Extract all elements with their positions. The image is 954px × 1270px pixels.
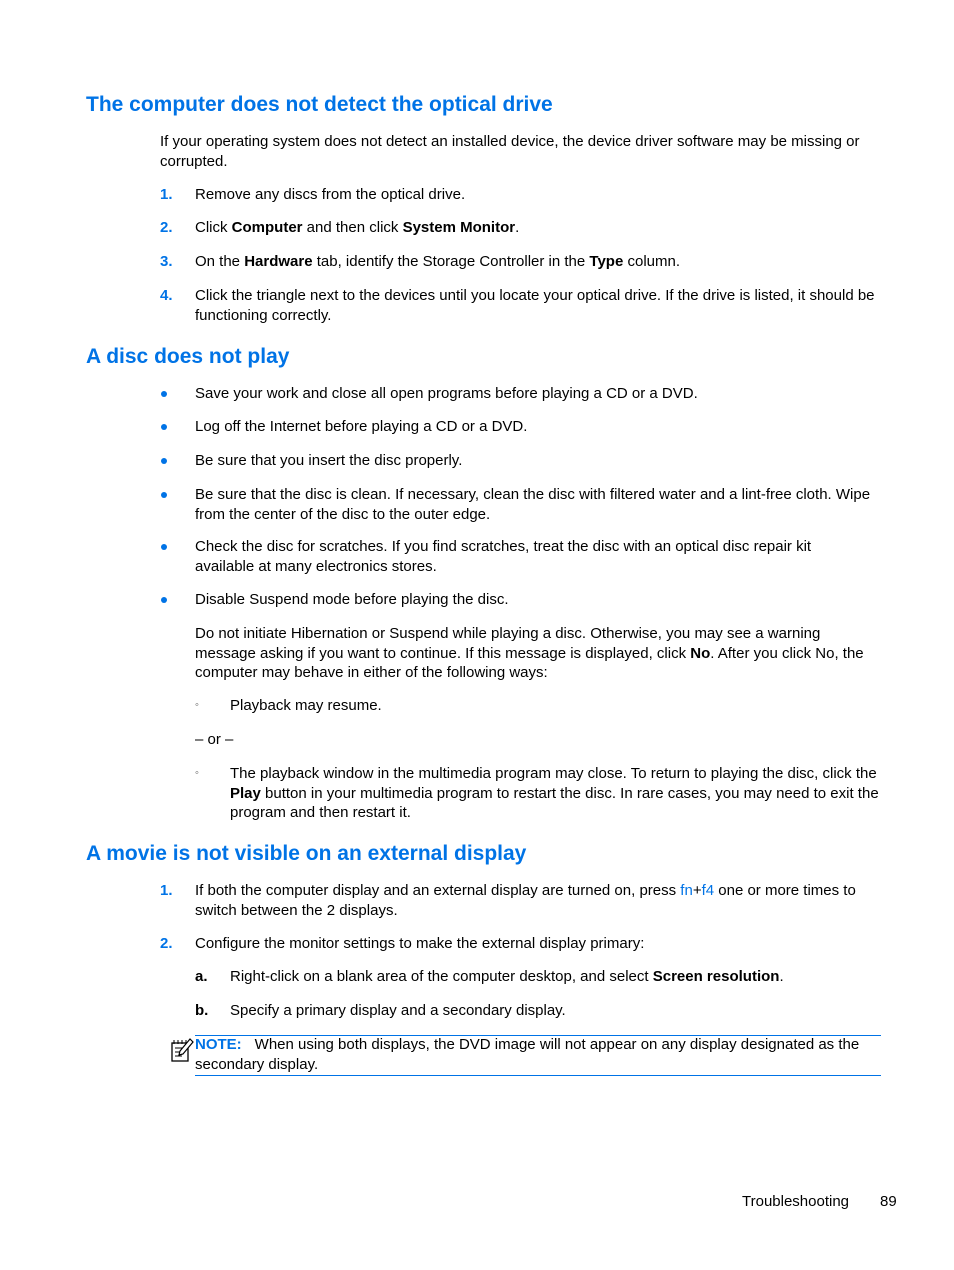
bullet-icon <box>161 391 167 397</box>
or-separator: – or – <box>195 731 234 748</box>
bold-term: Type <box>589 253 624 270</box>
heading-movie-external: A movie is not visible on an external display <box>86 842 527 865</box>
note-text <box>195 1035 883 1074</box>
sub-text-part: button in your multimedia program to restart the disc. In rare cases, you may need to exit the program and then restart it. <box>230 784 879 821</box>
footer-section-name: Troubleshooting <box>742 1193 850 1210</box>
bullet-icon <box>161 458 167 464</box>
bullet-text: Be sure that the disc is clean. If necessary, clean the disc with filtered water and a lint-free cloth. Wipe from the center of the disc to the outer edge. <box>195 486 871 523</box>
bold-term: Screen resolution <box>652 968 780 985</box>
sub-bullet-icon: ◦ <box>195 699 199 711</box>
step-number: 2. <box>160 935 173 952</box>
bold-term: Hardware <box>244 253 313 270</box>
bullet-icon <box>161 492 167 498</box>
step-text-part: one or more times to switch between the 2 displays. <box>195 882 856 919</box>
bullet-text: Log off the Internet before playing a CD or a DVD. <box>195 418 528 435</box>
sub-item-letter: a. <box>195 968 208 985</box>
step-text: Click the triangle next to the devices until you locate your optical drive. If the drive is listed, it should be functioning correctly. <box>195 287 875 324</box>
sub-item-text <box>230 967 880 987</box>
suspend-paragraph <box>195 624 867 683</box>
optical-intro: If your operating system does not detect an installed device, the device driver software may be missing or corrupted. <box>160 133 860 170</box>
paragraph-part: . After you click No, the computer may behave in either of the following ways: <box>195 644 864 681</box>
step-text-part: and then click <box>302 219 403 236</box>
step-number: 3. <box>160 253 173 270</box>
plus-sign: + <box>692 882 702 899</box>
sub-item-text <box>230 764 882 823</box>
step-text: Configure the monitor settings to make the external display primary: <box>195 935 645 952</box>
bold-term: No <box>690 644 711 662</box>
bold-term: System Monitor <box>402 219 516 236</box>
note-pencil-icon <box>170 1037 194 1063</box>
sub-text-part: Right-click on a blank area of the computer desktop, and select <box>230 968 653 985</box>
step-number: 1. <box>160 186 173 203</box>
f4-key-link[interactable]: f4 <box>701 882 715 899</box>
sub-item-text: Specify a primary display and a secondary display. <box>230 1002 566 1019</box>
step-text-part: On the <box>195 253 245 270</box>
sub-text-part: . <box>779 968 784 985</box>
step-number: 2. <box>160 219 173 236</box>
heading-optical-drive: The computer does not detect the optical drive <box>86 93 553 116</box>
fn-key-link[interactable]: fn <box>680 882 693 899</box>
paragraph-part: Do not initiate Hibernation or Suspend while playing a disc. Otherwise, you may see a warning message asking if you want to continue. If this message is displayed, click <box>195 625 821 662</box>
bullet-text: Save your work and close all open programs before playing a CD or a DVD. <box>195 385 698 402</box>
step-text <box>195 218 881 238</box>
step-text <box>195 252 881 272</box>
bullet-icon <box>161 424 167 430</box>
bold-term: Play <box>230 784 261 802</box>
bullet-icon <box>161 597 167 603</box>
step-text-part: column. <box>623 253 681 270</box>
bullet-icon <box>161 544 167 550</box>
step-text-part: tab, identify the Storage Controller in the <box>312 253 590 270</box>
step-text <box>195 881 860 920</box>
bold-term: Computer <box>231 219 303 236</box>
page-number: 89 <box>880 1193 897 1210</box>
bullet-text: Disable Suspend mode before playing the disc. <box>195 591 509 608</box>
bullet-text: Be sure that you insert the disc properly. <box>195 452 463 469</box>
step-number: 1. <box>160 882 173 899</box>
bullet-text: Check the disc for scratches. If you find scratches, treat the disc with an optical disc repair kit available at many electronics stores. <box>195 538 812 575</box>
step-text-part: . <box>515 219 520 236</box>
sub-item-letter: b. <box>195 1002 209 1019</box>
step-number: 4. <box>160 287 173 304</box>
note-label: NOTE: <box>195 1036 242 1053</box>
sub-item-text: Playback may resume. <box>230 697 382 714</box>
note-body: When using both displays, the DVD image will not appear on any display designated as the secondary display. <box>195 1036 860 1073</box>
sub-bullet-icon: ◦ <box>195 767 199 779</box>
sub-text-part: The playback window in the multimedia program may close. To return to playing the disc, click the <box>230 765 877 782</box>
heading-disc-not-play: A disc does not play <box>86 345 290 368</box>
step-text-part: If both the computer display and an external display are turned on, press <box>195 882 681 899</box>
step-text-part: Click <box>195 219 232 236</box>
step-text: Remove any discs from the optical drive. <box>195 186 466 203</box>
